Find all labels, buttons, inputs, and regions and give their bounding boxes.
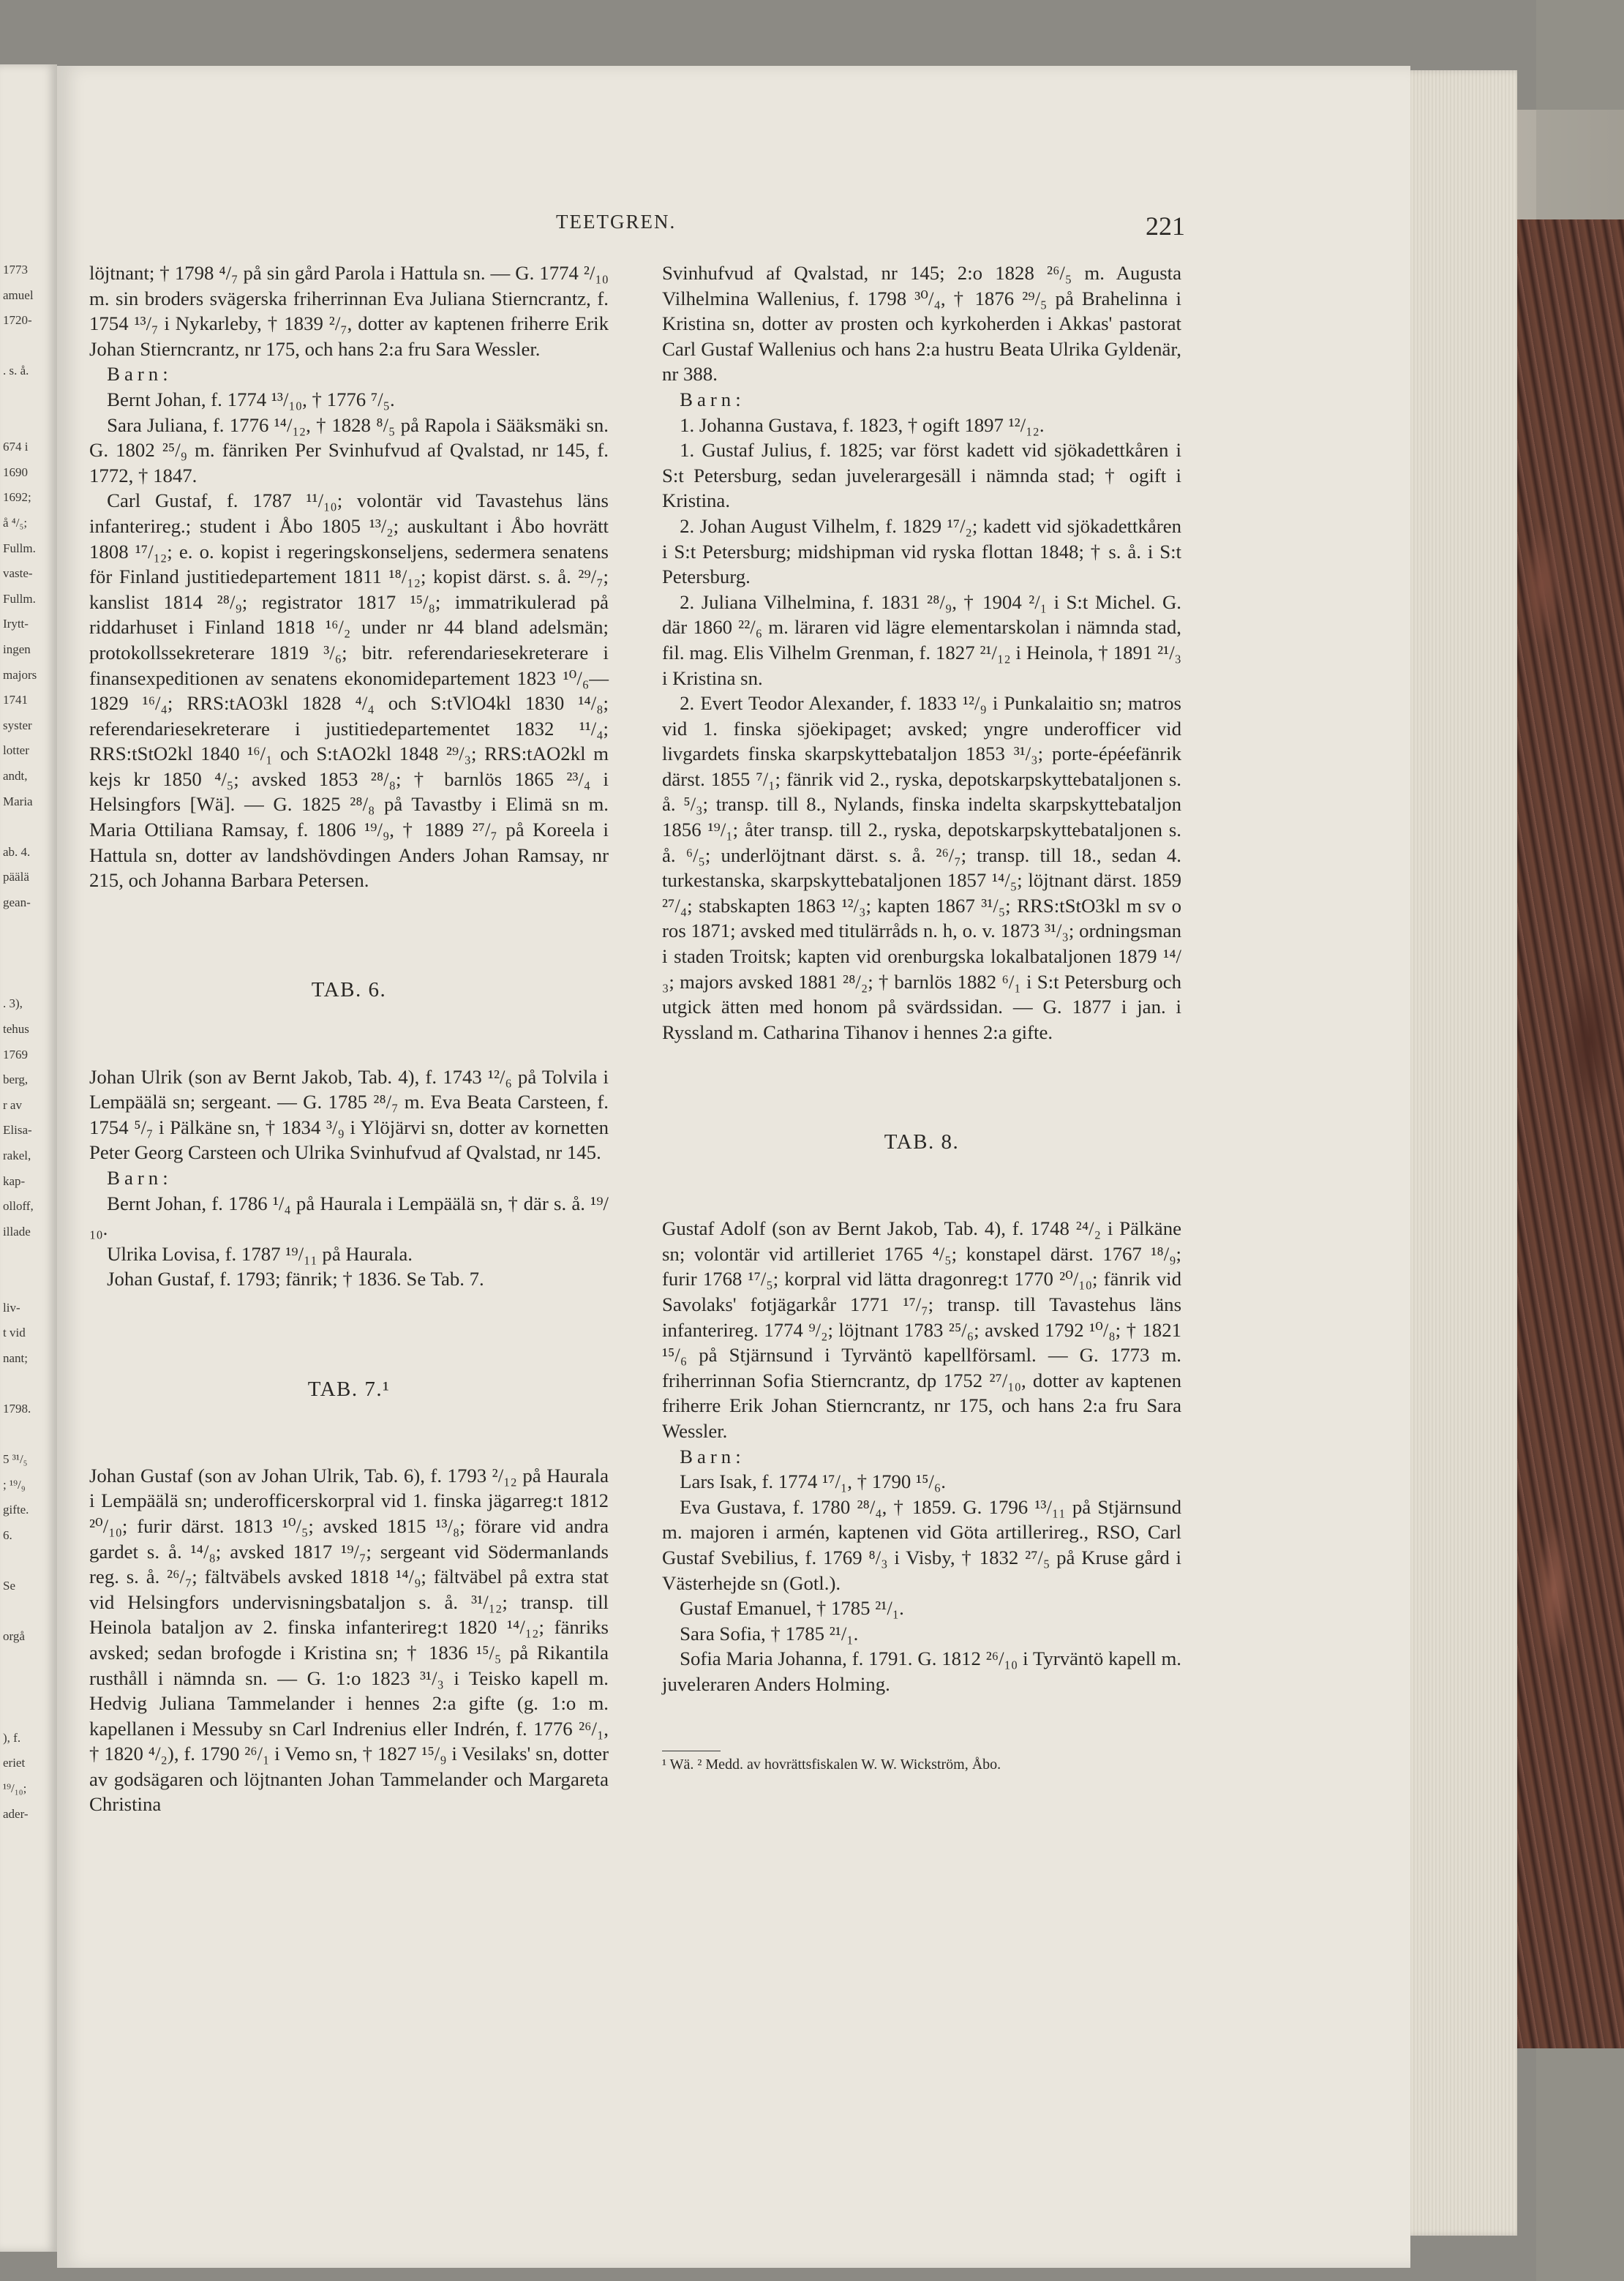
facing-page-fragment: 5 ³¹/₅ bbox=[3, 1452, 28, 1467]
facing-page-fragment: amuel bbox=[3, 288, 34, 302]
facing-page-fragment: berg, bbox=[3, 1072, 29, 1087]
page-edges bbox=[1393, 70, 1517, 2236]
facing-page-fragment: 1720- bbox=[3, 313, 32, 328]
facing-page-fragment: syster bbox=[3, 718, 32, 732]
facing-page-fragment: 1773 bbox=[3, 263, 28, 277]
facing-page-fragment: 1690 bbox=[3, 465, 28, 479]
facing-page-fragment: andt, bbox=[3, 769, 28, 783]
child-entry: Sofia Maria Johanna, f. 1791. G. 1812 ²⁶/₁₀ i Tyrväntö kapell m. juveleraren Anders Holming. bbox=[662, 1647, 1181, 1695]
child-entry: Gustaf Emanuel, † 1785 ²¹/₁. bbox=[680, 1597, 904, 1620]
facing-page-fragment: Irytt- bbox=[3, 617, 29, 631]
facing-page-fragment: päälä bbox=[3, 870, 29, 884]
facing-page-fragment: r av bbox=[3, 1097, 22, 1112]
table-heading: TAB. 7.¹ bbox=[307, 1377, 391, 1401]
facing-page-fragment: ), f. bbox=[3, 1730, 21, 1745]
child-entry: 2. Evert Teodor Alexander, f. 1833 ¹²/₉ i Punkalaitio sn; matros vid 1. finska sjöekipaget; avsked; yngre underofficer vid livgardets finska skarpskyttebataljon 1853 ³¹/₃; porte-épéefänrik därst. 1855 ⁷/₁; fänrik vid 2., ryska, depotskarpskyttebataljonen s. å. ⁵/₃; transp. till 8., Nylands, finska indelta skarpskyttebataljon 1856 ¹⁹/₁; åter transp. till 2., ryska, depotskarpskyttebataljonen s. å. ⁶/₅; underlöjtnant därst. s. å. ²⁶/₇; transp. till 18., sedan 4. turkestanska, skarpskyttebataljonen 1857 ¹⁴/₅; löjtnant därst. 1859 ²⁷/₄; stabskapten 1863 ¹²/₃; kapten 1867 ³¹/₅; RRS:tStO3kl m sv o ros 1871; avsked med titulärråds n. h, o. v. 1873 ³¹/₃; ordningsman i staden Troitsk; kapten vid orenburgska lokalbataljonen 1879 ¹⁴/₃; majors avsked 1881 ²⁸/₂; † barnlös 1882 ⁶/₁ i S:t Petersburg och utgick ätten med honom på svärdssidan. — G. 1877 i jan. i Ryssland m. Catharina Tihanov i hennes 2:a gifte. bbox=[662, 692, 1181, 1043]
facing-page-fragment: eriet bbox=[3, 1756, 26, 1770]
facing-page-fragment: majors bbox=[3, 667, 37, 682]
facing-page-fragment: orgå bbox=[3, 1629, 25, 1644]
spacer bbox=[89, 1023, 609, 1045]
facing-page-fragment: 674 i bbox=[3, 440, 29, 454]
facing-page-fragment: Elisa- bbox=[3, 1123, 32, 1138]
right-column bbox=[662, 260, 1181, 1774]
marbled-cover bbox=[1507, 219, 1624, 2048]
facing-page-fragment: ¹⁹/₁₀; bbox=[3, 1781, 27, 1795]
children-heading: Barn: bbox=[680, 388, 745, 410]
facing-page-fragment: Fullm. bbox=[3, 591, 36, 606]
child-entry: 1. Johanna Gustava, f. 1823, † ogift 1897 ¹²/₁₂. bbox=[680, 413, 1045, 436]
facing-page-fragment: 6. bbox=[3, 1528, 12, 1542]
facing-page-fragment: ingen bbox=[3, 642, 31, 656]
facing-page-fragment: 1692; bbox=[3, 490, 31, 505]
right-column-body bbox=[662, 260, 1181, 1696]
table-heading: TAB. 6. bbox=[311, 978, 387, 1002]
facing-page-fragment: gean- bbox=[3, 895, 31, 909]
facing-page-fragment: Se bbox=[3, 1579, 15, 1593]
facing-page-fragment: 1769 bbox=[3, 1047, 28, 1061]
children-heading: Barn: bbox=[107, 363, 173, 386]
facing-page-fragment: tehus bbox=[3, 1022, 29, 1036]
children-heading: Barn: bbox=[107, 1167, 173, 1189]
facing-page-fragment: 1741 bbox=[3, 693, 28, 707]
facing-page-fragment: ; ¹⁹/₉ bbox=[3, 1477, 26, 1492]
spacer bbox=[89, 1421, 609, 1443]
facing-page-fragment: t vid bbox=[3, 1326, 26, 1340]
facing-page-fragment: . 3), bbox=[3, 996, 23, 1011]
child-entry: 2. Johan August Vilhelm, f. 1829 ¹⁷/₂; kadett vid sjökadettkåren i S:t Petersburg; midshipman vid ryska flottan 1848; † s. å. i S:t Petersburg. bbox=[662, 514, 1181, 588]
child-entry: Johan Gustaf, f. 1793; fänrik; † 1836. Se Tab. 7. bbox=[107, 1268, 484, 1290]
spacer bbox=[662, 1064, 1181, 1110]
facing-page-fragment: lotter bbox=[3, 743, 29, 758]
table-heading: TAB. 8. bbox=[884, 1130, 960, 1154]
facing-page-fragment: gifte. bbox=[3, 1503, 29, 1517]
facing-page-fragment: ader- bbox=[3, 1806, 29, 1821]
facing-page-fragment: . s. å. bbox=[3, 364, 29, 378]
child-entry: Bernt Johan, f. 1786 ¹/₄ på Haurala i Lempäälä sn, † där s. å. ¹⁹/₁₀. bbox=[89, 1192, 609, 1240]
facing-page-fragment: Fullm. bbox=[3, 541, 36, 555]
child-entry: Eva Gustava, f. 1780 ²⁸/₄, † 1859. G. 1796 ¹³/₁₁ på Stjärnsund m. majoren i armén, kaptenen vid Göta artillerireg., RSO, Carl Gustaf Svebilius, f. 1769 ⁸/₃ i Visby, † 1832 ²⁷/₅ på Kruse gård i Västerhejde sn (Gotl.). bbox=[662, 1495, 1181, 1594]
facing-page-fragment: å ⁴/₅; bbox=[3, 516, 28, 530]
paragraph: Johan Ulrik (son av Bernt Jakob, Tab. 4), f. 1743 ¹²/₆ på Tolvila i Lempäälä sn; sergeant. — G. 1785 ²⁸/₇ m. Eva Beata Carsteen, f. 1754 ⁵/₇ i Pälkäne sn, † 1834 ³/₉ i Ylöjärvi sn, dotter av kornetten Peter Georg Carsteen och Ulrika Svinhufvud af Qvalstad, nr 145. bbox=[89, 1065, 609, 1164]
child-entry: Carl Gustaf, f. 1787 ¹¹/₁₀; volontär vid Tavastehus läns infanterireg.; student i Åbo 1805 ¹³/₂; auskultant i Åbo hovrätt 1808 ¹⁷/₁₂; e. o. kopist i regeringskonseljens, sedermera senatens för Finland justitiedepartement 1811 ¹⁸/₁₂; kopist därst. s. å. ²⁹/₇; kanslist 1814 ²⁸/₉; registrator 1817 ¹⁵/₈; immatrikulerad på riddarhuset i Finland 1818 ¹⁶/₂ under nr 44 bland adelsmän; protokollssekreterare 1819 ³/₆; bitr. referendariesekreterare i finansexpeditionen av senatens ekonomidepartement 1823 ¹⁰/₆—1829 ¹⁶/₄; RRS:tAO3kl 1828 ⁴/₄ och S:tVlO4kl 1830 ¹⁴/₈; referendariesekreterare i justitiedepartementet 1832 ¹¹/₄; RRS:tStO2kl 1840 ¹⁶/₁ och S:tAO2kl 1848 ²⁹/₃; RRS:tAO2kl m kejs kr 1850 ⁴/₅; avsked 1853 ²⁸/₈; † barnlös 1865 ²³/₄ i Helsingfors [Wä]. — G. 1825 ²⁸/₈ på Tavastby i Elimä sn m. Maria Ottiliana Ramsay, f. 1806 ¹⁹/₉, † 1889 ²⁷/₇ på Koreela i Hattula sn, dotter av landshövdingen Anders Johan Ramsay, nr 215, och Johanna Barbara Petersen. bbox=[89, 489, 609, 892]
child-entry: 1. Gustaf Julius, f. 1825; var först kadett vid sjökadettkåren i S:t Petersburg, sedan juvelerargesäll i nämnda stad; † ogift i Kristina. bbox=[662, 439, 1181, 512]
spacer bbox=[89, 1312, 609, 1357]
facing-page-fragment: liv- bbox=[3, 1300, 20, 1315]
running-head: TEETGREN. bbox=[556, 211, 677, 233]
facing-page-fragment: nant; bbox=[3, 1350, 28, 1365]
children-heading: Barn: bbox=[680, 1445, 745, 1468]
spacer bbox=[662, 1174, 1181, 1196]
page-number: 221 bbox=[1146, 211, 1185, 241]
child-entry: 2. Juliana Vilhelmina, f. 1831 ²⁸/₉, † 1904 ²/₁ i S:t Michel. G. där 1860 ²²/₆ m. läraren vid lägre elementarskolan i nämnda stad, fil. mag. Elis Vilhelm Grenman, f. 1827 ²¹/₁₂ i Heinola, † 1891 ²¹/₃ i Kristina sn. bbox=[662, 590, 1181, 689]
child-entry: Sara Sofia, † 1785 ²¹/₁. bbox=[680, 1622, 859, 1645]
footnotes: ¹ Wä. ² Medd. av hovrättsfiskalen W. W. Wickström, Åbo. bbox=[662, 1756, 1001, 1773]
facing-page-fragment: rakel, bbox=[3, 1149, 31, 1162]
left-column bbox=[89, 260, 609, 1817]
paragraph: Johan Gustaf (son av Johan Ulrik, Tab. 6), f. 1793 ²/₁₂ på Haurala i Lempäälä sn; underofficerskorpral vid 1. finska jägarreg:t 1812 ²⁰/₁₀; furir därst. 1813 ¹⁰/₅; avsked 1815 ¹³/₈; förare vid andra gardet s. å. ¹⁴/₈; avsked 1817 ¹⁹/₇; sergeant vid Södermanlands reg. s. å. ²⁶/₇; fältväbels avsked 1818 ¹⁴/₉; fältväbel på extra stat vid Helsingfors undervisningsbataljon s. å. ³¹/₁₂; transp. till Heinola bataljon av 2. finska infanterireg:t 1820 ¹⁴/₁₂; fänriks avsked; sedan brofogde i Kristina sn; † 1836 ¹⁵/₅ på Rikantila rusthåll i nämnda sn. — G. 1:o 1823 ³¹/₃ i Teisko kapell m. Hedvig Juliana Tammelander i hennes 2:a gifte (g. 1:o m. kapellanen i Messuby sn Carl Indrenius eller Indrén, f. 1776 ²⁶/₁, † 1820 ⁴/₂), f. 1790 ²⁶/₁ i Vemo sn, † 1827 ¹⁵/₉ i Vesilaks' sn, dotter av godsägaren och löjtnanten Johan Tammelander och Margareta Christina bbox=[89, 1464, 609, 1816]
facing-page-edge bbox=[0, 64, 57, 2252]
paragraph: löjtnant; † 1798 ⁴/₇ på sin gård Parola i Hattula sn. — G. 1774 ²/₁₀ m. sin broders svägerska friherrinnan Eva Juliana Stierncrantz, f. 1754 ¹³/₇ i Nykarleby, † 1839 ²/₇, dotter av kaptenen friherre Erik Johan Stierncrantz, nr 175, och hans 2:a fru Sara Wessler. bbox=[89, 262, 609, 360]
child-entry: Lars Isak, f. 1774 ¹⁷/₁, † 1790 ¹⁵/₆. bbox=[680, 1470, 946, 1493]
child-entry: Bernt Johan, f. 1774 ¹³/₁₀, † 1776 ⁷/₅. bbox=[107, 388, 395, 410]
facing-page-fragment: 1798. bbox=[3, 1402, 31, 1416]
facing-page-fragment: ab. 4. bbox=[3, 844, 31, 859]
child-entry: Ulrika Lovisa, f. 1787 ¹⁹/₁₁ på Haurala. bbox=[107, 1242, 413, 1265]
paragraph: Svinhufvud af Qvalstad, nr 145; 2:o 1828 ²⁶/₅ m. Augusta Vilhelmina Wallenius, f. 1798 ³⁰/₄, † 1876 ²⁹/₅ på Brahelinna i Kristina sn, dotter av prosten och kyrkoherden i Akkas' pastorat Carl Gustaf Wallenius och hans 2:a hustru Beata Ulrika Gyldenär, nr 388. bbox=[662, 262, 1181, 386]
facing-page-fragment: vaste- bbox=[3, 566, 33, 581]
child-entry: Sara Juliana, f. 1776 ¹⁴/₁₂, † 1828 ⁸/₅ på Rapola i Sääksmäki sn. G. 1802 ²⁵/₉ m. fänriken Per Svinhufvud af Qvalstad, nr 145, f. 1772, † 1847. bbox=[89, 413, 609, 486]
paragraph: Gustaf Adolf (son av Bernt Jakob, Tab. 4), f. 1748 ²⁴/₂ i Pälkäne sn; volontär vid artilleriet 1765 ⁴/₅; konstapel därst. 1767 ¹⁸/₉; furir 1768 ¹⁷/₅; korpral vid lätta dragonreg:t 1770 ²⁰/₁₀; fänrik vid Savolaks' fotjägarkår 1771 ¹⁷/₇; transp. till Tavastehus läns infanterireg. 1774 ⁹/₂; löjtnant 1783 ²⁵/₆; avsked 1792 ¹⁰/₈; † 1821 ¹⁵/₆ på Stjärnsund i Tyrväntö kapellförsaml. — G. 1773 m. friherrinnan Sofia Stierncrantz, dp 1752 ²⁷/₁₀, dotter av kaptenen friherre Erik Johan Stierncrantz, nr 175, och hans 2:a fru Sara Wessler. bbox=[662, 1217, 1181, 1442]
facing-page-fragment: olloff, bbox=[3, 1199, 34, 1214]
facing-page-fragment: illade bbox=[3, 1224, 31, 1239]
spacer bbox=[89, 913, 609, 958]
facing-page-fragment: Maria bbox=[3, 794, 33, 808]
facing-page-fragment: kap- bbox=[3, 1173, 26, 1188]
